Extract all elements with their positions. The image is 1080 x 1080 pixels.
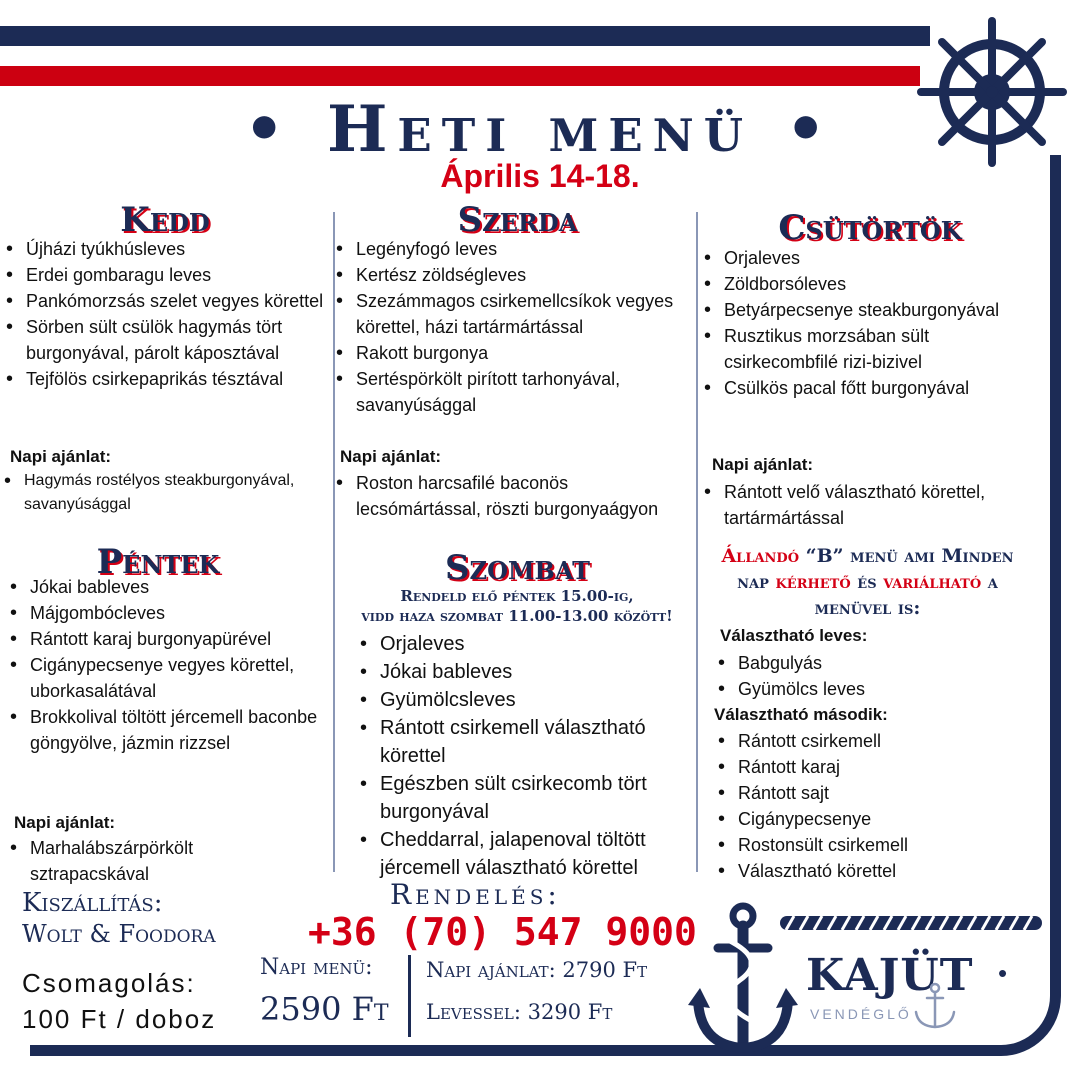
list-item: • Egészben sült csirkecomb tört burgonyával (356, 770, 696, 826)
list-item: • Brokkolival töltött jércemell baconbe göngyölve, jázmin rizzsel (6, 704, 326, 756)
csutortok-section (700, 208, 1040, 248)
brand-dot: • (998, 958, 1008, 988)
kedd-menu-list (2, 236, 332, 392)
list-item: • Cigánypecsenye vegyes körettel, uborkasalátával (6, 652, 326, 704)
szombat-section (340, 548, 695, 588)
list-item: • Legényfogó leves (332, 236, 694, 262)
szombat-note-line2: vidd haza szombat 11.00-13.00 között! (361, 607, 673, 625)
allando-b-menu-title (700, 543, 1035, 621)
kedd-napi-list (0, 469, 330, 517)
brand-logo-name: KAJÜT (806, 950, 974, 1001)
list-item: • Újházi tyúkhúsleves (2, 236, 332, 262)
list-item: • Orjaleves (700, 245, 1040, 271)
small-anchor-icon (912, 982, 958, 1030)
allando-title-text: menüvel is: (814, 597, 921, 619)
delivery-label: Kiszállítás: (22, 888, 163, 918)
list-item: • Jókai bableves (6, 574, 326, 600)
soup-choice-list (714, 650, 1034, 702)
day-title-kedd: Kedd (120, 200, 210, 240)
szerda-napi-label: Napi ajánlat: (340, 447, 442, 466)
order-label: Rendelés: (390, 878, 561, 911)
csutortok-menu-list (700, 245, 1040, 401)
list-item: • Babgulyás (714, 650, 1034, 676)
main-choice-label: Választható második: (714, 705, 888, 724)
list-item: • Csülkös pacal főtt burgonyával (700, 375, 1040, 401)
list-item: • Cheddarral, jalapenoval töltött jércemell választható körettel (356, 826, 696, 882)
allando-kerheto-word: kérhető (775, 571, 851, 593)
list-item: • Rostonsült csirkemell (714, 832, 1034, 858)
phone-number[interactable]: +36 (70) 547 9000 (308, 910, 697, 954)
allando-title-text: a (981, 571, 998, 593)
list-item: • Pankómorzsás szelet vegyes körettel (2, 288, 332, 314)
napi-menu-price: 2590 Ft (260, 990, 389, 1028)
levessel-price: Levessel: 3290 Ft (426, 1000, 613, 1024)
list-item: • Betyárpecsenye steakburgonyával (700, 297, 1040, 323)
rope-decoration (780, 912, 1042, 934)
anchor-icon (688, 900, 798, 1060)
napi-ajanlat-price: Napi ajánlat: 2790 Ft (426, 958, 648, 982)
top-red-stripe (0, 66, 920, 86)
list-item: • Szezámmagos csirkemellcsíkok vegyes körettel, házi tartármártással (332, 288, 694, 340)
list-item: • Tejfölös csirkepaprikás tésztával (2, 366, 332, 392)
allando-variálható-word: variálható (883, 571, 982, 593)
list-item: • Erdei gombaragu leves (2, 262, 332, 288)
list-item: • Zöldborsóleves (700, 271, 1040, 297)
date-range: Április 14-18. (440, 158, 640, 194)
kedd-section (0, 200, 330, 240)
list-item: • Orjaleves (356, 630, 696, 658)
szerda-napi-list (332, 470, 672, 522)
list-item: • Rántott csirkemell választható körettel (356, 714, 696, 770)
list-item: • Jókai bableves (356, 658, 696, 686)
list-item: • Hagymás rostélyos steakburgonyával, savanyúsággal (0, 469, 330, 517)
soup-choice-label: Választható leves: (720, 626, 868, 645)
main-choice-list (714, 728, 1034, 884)
list-item: • Májgombócleves (6, 600, 326, 626)
pentek-menu-list (6, 574, 326, 756)
page-title: • Heti menü • (243, 92, 837, 167)
list-item: • Gyümölcsleves (356, 686, 696, 714)
packaging-value: 100 Ft / doboz (22, 1004, 217, 1034)
allando-title-text: nap (737, 571, 776, 593)
list-item: • Rántott sajt (714, 780, 1034, 806)
list-item: • Rusztikus morzsában sült csirkecombfilé rizi-bizivel (700, 323, 1040, 375)
delivery-value: Wolt & Foodora (22, 920, 216, 948)
list-item: • Rakott burgonya (332, 340, 694, 366)
szombat-note-line1: Rendeld elő péntek 15.00-ig, (400, 587, 634, 605)
szombat-preorder-note (336, 586, 698, 626)
divider-right (696, 212, 698, 872)
list-item: • Rántott karaj (714, 754, 1034, 780)
csutortok-napi-label: Napi ajánlat: (712, 455, 814, 474)
day-title-csutortok: Csütörtök (778, 208, 962, 248)
allando-title-text: és (850, 571, 884, 593)
napi-menu-label: Napi menü: (260, 955, 373, 980)
szerda-menu-list (332, 236, 694, 418)
list-item: • Gyümölcs leves (714, 676, 1034, 702)
top-navy-stripe (0, 26, 930, 46)
list-item: • Rántott csirkemell (714, 728, 1034, 754)
day-title-szerda: Szerda (457, 200, 578, 240)
price-divider (408, 955, 411, 1037)
kedd-napi-label: Napi ajánlat: (10, 447, 112, 466)
list-item: • Rántott karaj burgonyapürével (6, 626, 326, 652)
pentek-napi-list (6, 835, 296, 887)
day-title-pentek: Péntek (96, 542, 220, 582)
szombat-menu-list (356, 630, 696, 882)
list-item: • Cigánypecsenye (714, 806, 1034, 832)
day-title-szombat: Szombat (445, 548, 590, 588)
csutortok-napi-list (700, 479, 1035, 531)
packaging-label: Csomagolás: (22, 968, 196, 998)
list-item: • Kertész zöldségleves (332, 262, 694, 288)
list-item: • Sörben sült csülök hagymás tört burgonyával, párolt káposztával (2, 314, 332, 366)
pentek-napi-label: Napi ajánlat: (14, 813, 116, 832)
list-item: • Választható körettel (714, 858, 1034, 884)
list-item: • Marhalábszárpörkölt sztrapacskával (6, 835, 296, 887)
list-item: • Rántott velő választható körettel, tartármártással (700, 479, 1035, 531)
allando-word: Állandó (721, 545, 800, 567)
allando-title-text: “B” menü ami Minden (799, 545, 1014, 567)
list-item: • Sertéspörkölt pirított tarhonyával, savanyúsággal (332, 366, 694, 418)
szerda-section (340, 200, 695, 240)
brand-logo-sub: VENDÉGLŐ (810, 1006, 912, 1022)
list-item: • Roston harcsafilé baconös lecsómártással, röszti burgonyaágyon (332, 470, 672, 522)
